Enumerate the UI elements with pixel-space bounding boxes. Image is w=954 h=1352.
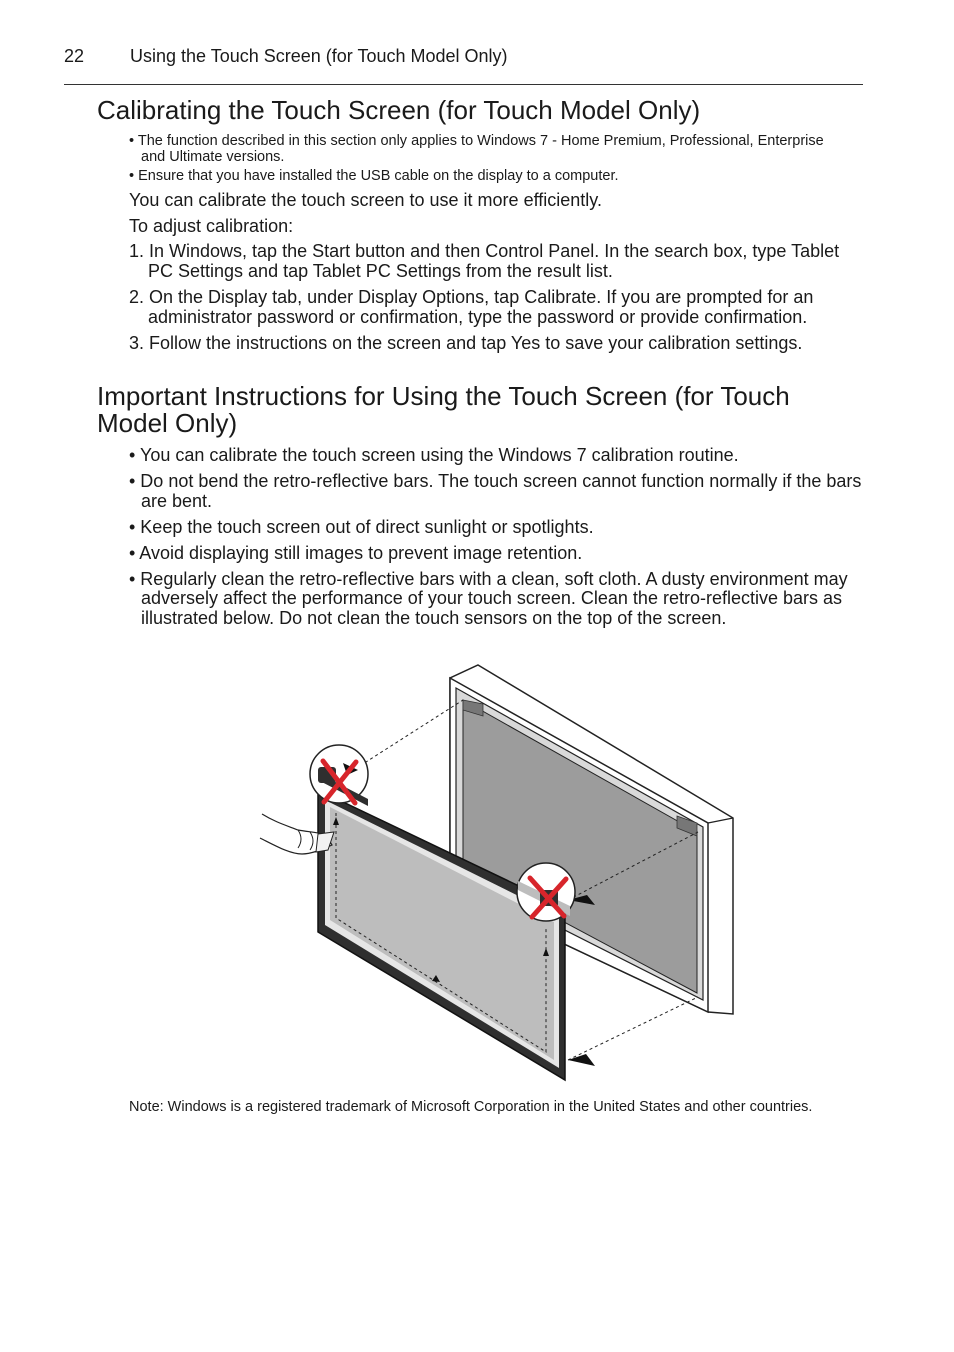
note-item: • Ensure that you have installed the USB cable on the display to a computer. xyxy=(129,168,619,184)
important-instructions-list xyxy=(129,446,862,635)
intro-paragraph: You can calibrate the touch screen to use it more efficiently. xyxy=(129,190,602,210)
step-item: 2. On the Display tab, under Display Options, tap Calibrate. If you are prompted for an administrator password or confirmation, type the password or provide confirmation. xyxy=(129,287,814,327)
instruction-item: • Do not bend the retro-reflective bars. The touch screen cannot function normally if the bars are bent. xyxy=(129,471,862,511)
running-title: Using the Touch Screen (for Touch Model Only) xyxy=(130,46,508,66)
section-title-important: Important Instructions for Using the Touch Screen (for Touch Model Only) xyxy=(97,381,790,438)
step-item: 1. In Windows, tap the Start button and then Control Panel. In the search box, type Tablet PC Settings and tap Tablet PC Settings from the result list. xyxy=(129,241,840,281)
instruction-item: • Regularly clean the retro-reflective bars with a clean, soft cloth. A dusty environment may adversely affect the performance of your touch screen. Clean the retro-reflective bars as illustrated below. Do not clean the touch sensors on the top of the screen. xyxy=(129,568,848,628)
instruction-item: • You can calibrate the touch screen using the Windows 7 calibration routine. xyxy=(129,445,739,465)
step-item: 3. Follow the instructions on the screen and tap Yes to save your calibration settings. xyxy=(129,333,803,353)
page-header xyxy=(64,44,863,85)
prohibited-x-icon xyxy=(517,863,575,921)
cleaning-illustration xyxy=(250,660,750,1085)
instruction-item: • Keep the touch screen out of direct sunlight or spotlights. xyxy=(129,516,594,537)
trademark-note: Note: Windows is a registered trademark of Microsoft Corporation in the United States and other countries. xyxy=(129,1099,813,1115)
page-number: 22 xyxy=(64,46,85,66)
instruction-item: • Avoid displaying still images to prevent image retention. xyxy=(129,542,583,563)
section-title-calibrating: Calibrating the Touch Screen (for Touch Model Only) xyxy=(97,95,701,125)
note-item: • The function described in this section only applies to Windows 7 - Home Premium, Professional, Enterprise and Ultimate versions. xyxy=(129,133,824,165)
applicability-notes xyxy=(129,133,849,187)
adjust-label: To adjust calibration: xyxy=(129,216,294,236)
calibration-steps xyxy=(129,242,864,361)
